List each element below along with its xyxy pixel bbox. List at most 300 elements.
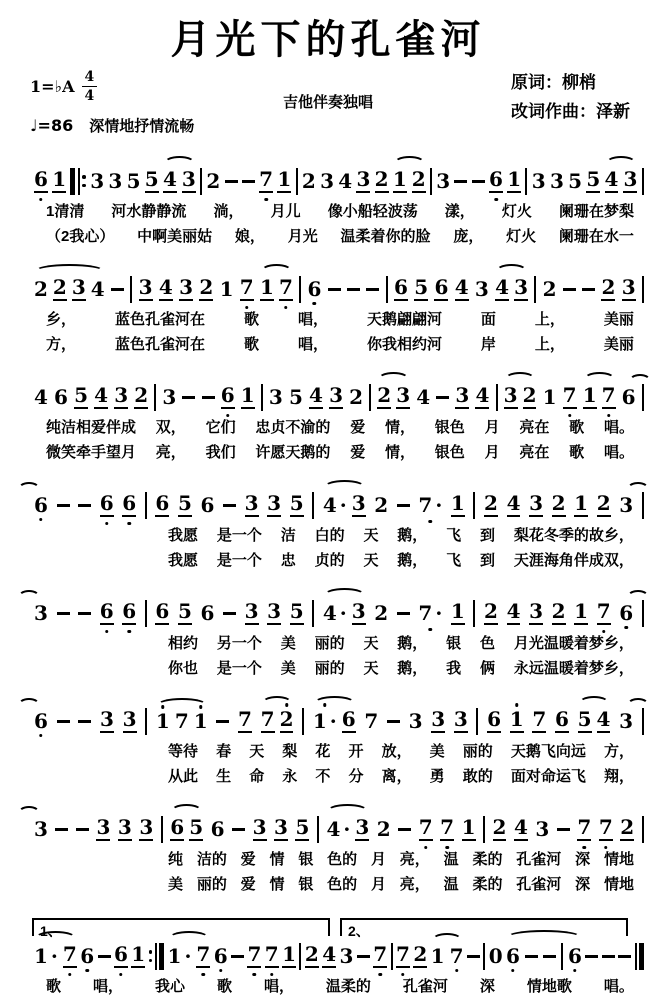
barline	[154, 384, 156, 411]
augmentation-dot: ·	[184, 944, 192, 968]
lyric-syllable: 许愿天鹅的	[255, 443, 331, 461]
tempo-marking: ♩=86	[30, 116, 74, 135]
note: 1	[430, 944, 445, 968]
note: 3	[529, 491, 544, 515]
slur	[163, 169, 196, 193]
note: 5	[74, 383, 89, 407]
note: 2	[601, 275, 616, 299]
note: 2	[620, 815, 635, 839]
lyric-syllable: 面对命运飞	[510, 767, 586, 785]
barline-thin	[296, 168, 298, 195]
lyrics-line-2	[168, 551, 634, 571]
note: 3	[90, 169, 105, 193]
note: 5	[126, 169, 141, 193]
note: 6	[80, 944, 95, 968]
note: 3	[621, 275, 636, 299]
barline	[317, 816, 319, 843]
note: 7	[598, 815, 613, 839]
lyric-syllable: 温	[443, 851, 459, 868]
note: 5	[288, 385, 303, 409]
lyric-syllable: 亮在	[519, 419, 550, 436]
note: 6	[170, 815, 185, 839]
barline-thin	[312, 492, 314, 519]
lyric-syllable: 唱，	[263, 978, 294, 995]
note: 3	[351, 599, 366, 623]
note: 1	[542, 385, 557, 409]
lyric-syllable: 天	[249, 743, 265, 760]
lyric-syllable: 另一个	[216, 635, 262, 652]
note: 6	[567, 944, 582, 968]
slur	[170, 817, 203, 841]
final-barline	[635, 943, 645, 970]
barline	[386, 276, 388, 303]
lyric-syllable: 鹅，	[397, 659, 428, 677]
note: 7	[364, 709, 379, 733]
lyric-syllable: 方，	[46, 335, 77, 353]
lyric-syllable: 情	[269, 851, 285, 868]
note: 7	[247, 942, 262, 966]
barline	[642, 816, 644, 843]
lyric-syllable: 美丽	[603, 335, 634, 353]
lyrics-line-1	[168, 850, 634, 870]
lyric-syllable: 银	[298, 851, 314, 868]
barline	[473, 492, 475, 519]
lyric-syllable: 不	[315, 767, 331, 785]
barline	[642, 276, 644, 303]
music-system-4	[0, 489, 656, 570]
slur	[605, 169, 638, 193]
note: 2	[522, 383, 537, 407]
duration-dash	[223, 612, 236, 615]
lyric-syllable: 蓝色孔雀河在	[114, 335, 205, 353]
lyric-syllable: 中啊美丽姑	[137, 227, 213, 245]
lyric-syllable: 淌，	[213, 203, 244, 220]
lyric-syllable: 温柔着你的脸	[340, 227, 431, 245]
barline	[312, 600, 314, 627]
notes-line	[34, 705, 644, 737]
note: 1	[193, 709, 208, 733]
note: 3	[122, 707, 137, 731]
barline-thin	[386, 276, 388, 303]
lyric-syllable: 月	[370, 875, 386, 893]
barline-thin	[534, 276, 536, 303]
note: 1	[155, 709, 170, 733]
lyric-syllable: 唱。	[603, 978, 634, 995]
slur	[168, 944, 211, 968]
barline-thin	[642, 600, 644, 627]
note: 3	[320, 169, 334, 193]
note: 3	[99, 707, 114, 731]
notes-line	[34, 381, 644, 413]
volta-2-label: 2、	[348, 923, 370, 939]
note: 4	[163, 167, 177, 191]
barline-thin	[483, 816, 485, 843]
lyric-syllable: 情地歌	[526, 978, 572, 995]
music-system-3	[0, 381, 656, 462]
barline-thin	[642, 816, 644, 843]
note: 3	[71, 275, 86, 299]
lyric-syllable: 鹅，	[397, 635, 428, 652]
note: 2	[374, 167, 389, 191]
music-system-2	[0, 273, 656, 354]
lyric-syllable: 洁	[280, 527, 296, 544]
slur	[156, 711, 208, 731]
note: 5	[414, 275, 429, 299]
note: 7	[601, 383, 616, 407]
note: 3	[268, 385, 283, 409]
lyric-syllable: 孔雀河	[402, 978, 448, 995]
note: 7	[278, 275, 293, 299]
note: 3	[244, 599, 259, 623]
lyric-syllable: 天鹅翩翩河	[366, 311, 442, 328]
barline-thin	[130, 276, 132, 303]
note: 3	[267, 599, 282, 623]
barline	[525, 168, 527, 195]
duration-dash	[57, 612, 70, 615]
lyric-syllable: 你也	[168, 659, 199, 677]
lyrics-line-1	[168, 634, 634, 654]
lyric-syllable: 情地	[603, 851, 634, 868]
barline	[299, 943, 301, 970]
lyric-syllable: 亮，	[399, 875, 430, 893]
note: 1	[260, 275, 274, 299]
lyric-syllable: 忠贞不渝的	[255, 419, 331, 436]
barline-thin	[78, 168, 80, 195]
lyric-syllable: 春	[216, 743, 232, 760]
tempo-row	[30, 115, 194, 136]
note: 6	[155, 491, 170, 515]
lyric-syllable: 银色	[434, 419, 465, 436]
barline-thin	[525, 168, 527, 195]
lyric-syllable: 爱	[240, 851, 256, 868]
lyric-syllable: 我们	[205, 443, 236, 461]
barline-thin	[473, 492, 475, 519]
lyric-syllable: 放，	[381, 743, 412, 760]
slur	[34, 944, 77, 968]
score	[0, 165, 656, 997]
barline-thin	[476, 708, 478, 735]
slur	[431, 946, 464, 966]
duration-dash	[231, 955, 244, 958]
augmentation-dot: ·	[329, 709, 337, 733]
lyric-syllable: 月	[484, 443, 500, 461]
note: 6	[434, 275, 449, 299]
duration-dash	[582, 288, 595, 291]
note: 4	[34, 385, 48, 409]
barline	[473, 600, 475, 627]
credits	[511, 69, 630, 127]
note: 6	[54, 385, 68, 409]
lyric-syllable: 唱。	[603, 419, 634, 436]
repeat-begin-barline	[70, 168, 86, 195]
duration-dash	[76, 828, 89, 831]
lyric-syllable: 天	[363, 659, 379, 677]
lyric-syllable: 孔雀河	[516, 875, 562, 893]
barline-thin	[317, 816, 319, 843]
barline	[483, 943, 485, 970]
lyric-syllable: 开	[348, 743, 364, 760]
note: 3	[117, 815, 132, 839]
note: 5	[144, 167, 159, 191]
lyric-syllable: 永远温暖着梦乡，	[513, 659, 634, 677]
lyric-syllable: 美	[429, 743, 445, 760]
note: 1	[574, 491, 589, 515]
barline-thin	[145, 600, 147, 627]
slur	[504, 385, 537, 409]
note: 4	[309, 383, 323, 407]
lyric-syllable: 洁的	[196, 851, 227, 868]
barline-thin	[145, 708, 147, 735]
music-system-5	[0, 597, 656, 678]
barline-dot	[82, 175, 86, 179]
lyrics-line-2	[168, 875, 634, 895]
lyric-syllable: 柔的	[472, 875, 503, 893]
lyric-syllable: 阑珊在梦梨	[558, 203, 634, 220]
note: 1	[240, 383, 255, 407]
lyric-syllable: 色	[480, 635, 496, 652]
note: 6	[489, 167, 503, 191]
barline-thin	[299, 276, 301, 303]
note: 1	[277, 167, 292, 191]
note: 3	[474, 277, 489, 301]
note: 1	[507, 167, 522, 191]
duration-dash	[602, 955, 615, 958]
augmentation-dot: ·	[343, 817, 351, 841]
duration-dash	[223, 504, 236, 507]
note: 2	[349, 385, 364, 409]
duration-dash	[436, 396, 449, 399]
note: 3	[355, 815, 370, 839]
note: 4	[158, 275, 173, 299]
note: 7	[260, 707, 275, 731]
lyric-syllable: 色的	[327, 875, 358, 893]
lyric-syllable: 离，	[381, 767, 412, 785]
note: 2	[301, 169, 316, 193]
lyric-syllable: 美	[168, 875, 184, 893]
note: 3	[396, 383, 411, 407]
lyric-syllable: 生	[216, 767, 232, 785]
duration-dash	[216, 720, 229, 723]
lyric-syllable: 月儿	[270, 203, 301, 220]
slur	[393, 169, 426, 193]
lyric-syllable: 月光温暖着梦乡，	[513, 635, 634, 652]
lyric-syllable: 美丽	[603, 311, 634, 328]
barline	[312, 492, 314, 519]
note: 6	[555, 707, 569, 731]
note: 3	[114, 383, 129, 407]
duration-dash	[397, 612, 410, 615]
notes-line	[34, 597, 644, 629]
note: 2	[279, 707, 294, 731]
note: 2	[484, 491, 498, 515]
barline-thin	[155, 943, 157, 970]
duration-dash	[398, 828, 411, 831]
barline	[561, 943, 563, 970]
note: 3	[531, 169, 546, 193]
lyric-syllable: 爱	[350, 419, 366, 436]
note: 6	[210, 817, 225, 841]
barline-thin	[200, 168, 202, 195]
lyric-syllable: 鹅，	[397, 551, 428, 569]
lyric-syllable: 是一个	[216, 659, 262, 677]
lyrics-line-1	[46, 310, 634, 330]
augmentation-dot: ·	[435, 493, 443, 517]
lyric-syllable: 亮在	[519, 443, 550, 461]
note: 7	[238, 707, 252, 731]
note: 2	[374, 601, 389, 625]
note: 4 ·	[322, 601, 347, 625]
note: 4 ·	[322, 493, 347, 517]
note: 1	[450, 599, 465, 623]
slur	[578, 709, 611, 733]
note: 1	[509, 707, 524, 731]
duration-dash	[557, 828, 570, 831]
key-signature-text: 1=♭A	[30, 77, 75, 96]
note: 5	[568, 169, 583, 193]
lyric-syllable: 柔的	[472, 851, 503, 868]
lyric-syllable: 丽的	[196, 875, 227, 893]
lyric-syllable: 1清清	[46, 203, 85, 220]
barline-thin	[561, 943, 563, 970]
lyrics-line-2	[46, 443, 634, 463]
lyrics-line-1	[46, 418, 634, 438]
augmentation-dot: ·	[435, 601, 443, 625]
lyric-syllable: 歌	[569, 419, 585, 436]
volta-1-label: 1、	[40, 923, 62, 939]
note: 3	[455, 383, 470, 407]
note: 1	[450, 491, 465, 515]
lyric-syllable: 俩	[480, 659, 496, 677]
lyric-syllable: 纯洁相爱伴成	[46, 419, 137, 436]
barline	[534, 276, 536, 303]
lyric-syllable: 梨	[282, 743, 298, 760]
notes-line	[34, 273, 644, 305]
lyric-syllable: 情地	[603, 875, 634, 893]
lyric-syllable: （2我心）	[46, 227, 115, 245]
note: 7	[532, 707, 547, 731]
lyric-syllable: 深	[479, 978, 495, 995]
slur	[323, 601, 366, 625]
lyrics-line-2	[168, 767, 634, 787]
lyric-syllable: 上，	[534, 311, 565, 328]
barline-dots	[82, 175, 86, 187]
lyric-syllable: 情，	[384, 443, 415, 461]
barline	[483, 816, 485, 843]
lyrics-line-1	[168, 526, 634, 546]
note: 7	[239, 275, 254, 299]
note: 6	[200, 493, 215, 517]
barline-thin	[391, 943, 393, 970]
lyrics-line-2	[46, 335, 634, 355]
note: 0	[488, 944, 503, 968]
lyric-syllable: 相约	[168, 635, 199, 652]
lyric-syllable: 阑珊在水一	[558, 227, 634, 245]
barline	[476, 708, 478, 735]
duration-dash	[347, 288, 360, 291]
note: 2	[374, 493, 389, 517]
lyric-syllable: 贞的	[314, 551, 345, 569]
music-system-6	[0, 705, 656, 786]
note: 3	[408, 709, 423, 733]
music-system-7	[0, 813, 656, 894]
lyric-syllable: 天	[363, 551, 379, 569]
note: 4	[506, 491, 521, 515]
barline	[642, 168, 644, 195]
lyrics-line-2	[168, 659, 634, 679]
lyric-syllable: 庞，	[453, 227, 484, 245]
barline	[642, 600, 644, 627]
lyric-syllable: 乡，	[46, 311, 77, 328]
barline	[642, 708, 644, 735]
barline-thin	[483, 943, 485, 970]
tie-stub	[627, 482, 649, 496]
barline	[130, 276, 132, 303]
note: 3	[619, 495, 633, 515]
music-system-1	[0, 165, 656, 246]
note: 3	[356, 167, 371, 191]
lyric-syllable: 歌	[569, 443, 585, 461]
note: 6	[99, 491, 114, 515]
duration-dash	[55, 828, 68, 831]
lyric-syllable: 分	[348, 767, 364, 785]
duration-dash	[78, 612, 91, 615]
augmentation-dot: ·	[50, 944, 58, 968]
barline-dot	[82, 184, 86, 188]
notes-line	[34, 813, 644, 845]
note: 5	[586, 167, 601, 191]
duration-dash	[563, 288, 576, 291]
slur	[506, 943, 582, 970]
lyric-syllable: 唱，	[297, 311, 328, 328]
lyric-syllable: 天涯海角伴成双，	[513, 551, 634, 569]
lyric-syllable: 情	[269, 875, 285, 893]
duration-dash	[366, 288, 379, 291]
lyrics-line-1	[168, 742, 634, 762]
lyric-syllable: 面	[480, 311, 496, 328]
note: 7	[596, 599, 611, 623]
barline-thin	[642, 276, 644, 303]
barline-thin	[312, 600, 314, 627]
barline-thick	[159, 943, 164, 970]
barline-thin	[473, 600, 475, 627]
lyric-syllable: 月	[484, 419, 500, 436]
note: 4	[604, 167, 619, 191]
lyric-syllable: 天鹅飞向远	[510, 743, 586, 760]
note: 6	[122, 599, 137, 623]
barline	[145, 492, 147, 519]
note: 6	[220, 383, 235, 407]
duration-dash	[472, 180, 485, 183]
note: 4	[513, 815, 528, 839]
lyric-syllable: 我心	[154, 978, 185, 995]
barline-thin	[369, 384, 371, 411]
note: 2	[411, 167, 426, 191]
note: 6	[393, 275, 408, 299]
note: 7	[395, 942, 410, 966]
lyric-syllable: 月光	[287, 227, 318, 245]
note: 1 ·	[312, 709, 337, 733]
note: 3	[267, 491, 282, 515]
note: 7	[440, 815, 455, 839]
note: 6	[341, 707, 356, 731]
note: 1 ·	[34, 944, 58, 968]
note: 6	[34, 167, 48, 191]
note: 2	[492, 815, 507, 839]
note: 3	[139, 815, 154, 839]
note: 4	[338, 169, 353, 193]
barline-dots	[149, 950, 153, 962]
lyric-syllable: 灯火	[506, 227, 537, 245]
